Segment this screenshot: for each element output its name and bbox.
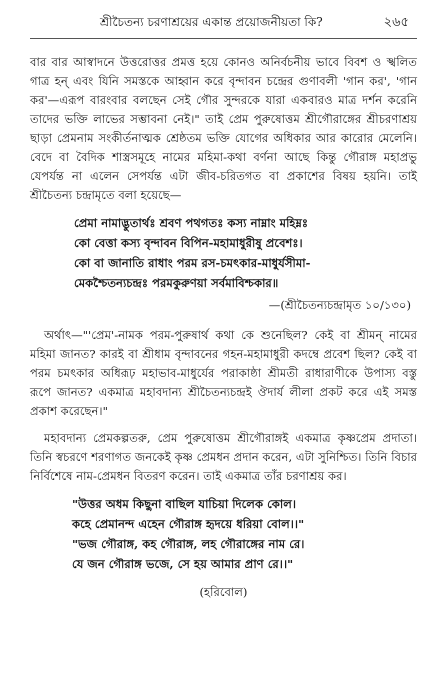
running-header <box>30 12 417 39</box>
song-line: যে জন গৌরাঙ্গ ভজে, সে হয় আমার প্রাণ রে।।" <box>72 557 294 571</box>
page-number: ২৬৫ <box>383 15 409 30</box>
closing-paragraph: মহাবদান্য প্রেমকল্পতরু, প্রেম পুরুষোত্তম শ্রীগৌরাঙ্গই একমাত্র কৃষ্ণপ্রেম প্রদাতা। তিনি স্বচরণে শরণাগত জনকেই কৃষ্ণ প্রেমধন প্রদান করেন, এটা সুনিশ্চিত। তিনি বিচার নির্বিশেষে নাম-প্রেমধন বিতরণ করেন। তাই একমাত্র তাঁর চরণাশ্রয় কর। <box>30 431 417 483</box>
haribol-closing: (হরিবোল) <box>199 585 248 599</box>
sanskrit-verse <box>74 213 417 293</box>
kirtan-song <box>72 494 417 574</box>
verse-line: কো বা জানাতি রাধাং পরম রস-চমৎকার-মাধুর্যসীমা- <box>74 256 311 270</box>
verse-line: কো বেত্তা কস্য বৃন্দাবন বিপিন-মহামাধুরীষু প্রবেশঃ। <box>74 236 303 250</box>
header-title: শ্রীচৈতন্য চরণাশ্রয়ের একান্ত প্রয়োজনীয়তা কি? <box>100 15 323 29</box>
verse-citation: —(শ্রীচৈতন্যচন্দ্রামৃত ১০/১৩০) <box>268 298 411 312</box>
song-line: কহে প্রেমানন্দ এহেন গৌরাঙ্গ হৃদয়ে ধরিয়া বোল।।" <box>72 517 305 531</box>
opening-paragraph: বার বার আস্বাদনে উত্তরোত্তর প্রমত্ত হয়ে কোনও অনির্বচনীয় ভাবে বিবশ ও স্খলিত গাত্র হন্ এবং যিনি সমস্তকে আহ্বান করে বৃন্দাবন চন্দ্রের গুণাবলী 'গান কর', 'গান কর'—এরূপ বারংবার বলছেন সেই গৌর সুন্দরকে যারা একবারও মাত্র দর্শন করেনি তাদের ভক্তি লাভের সম্ভাবনা নেই।" তাই প্রেম পুরুষোত্তম শ্রীগৌরাঙ্গের শ্রীচরণাশ্রয় ছাড়া প্রেমনাম সংকীর্তনাত্মক শ্রেষ্ঠতম ভক্তি যোগের অধিকার আর কারোর মেলেনি। বেদে বা বৈদিক শাস্ত্রসমূহে নামের মহিমা-কথা বর্ণনা আছে কিন্তু গৌরাঙ্গ মহাপ্রভু যেপর্যন্ত না এলেন সেপর্যন্ত এটা জীব-চরিতগত বা প্রকাশের বিষয় হয়নি। তাই শ্রীচৈতন্য চন্দ্রামৃতে বলা হয়েছে— <box>30 55 417 202</box>
song-line: "উত্তর অধম কিছুনা বাছিল যাচিয়া দিলেক কোল। <box>72 497 297 511</box>
verse-line: মেকশ্চৈতন্যচন্দ্রঃ পরমকুরুণয়া সর্বমাবিশ্চকার॥ <box>74 276 279 290</box>
translation-paragraph: অর্থাৎ—"'প্রেম'-নামক পরম-পুরুষার্থ কথা কে শুনেছিল? কেই বা শ্রীমন্ নামের মহিমা জানত? কারই বা শ্রীধাম বৃন্দাবনের গহন-মহামাধুরী কদম্বে প্রবেশ ছিল? কেই বা পরম চমৎকার অধিরূঢ় মহাভাব-মাধুর্যের পরাকাষ্ঠা শ্রীমতী রাধারাণীকে উপাস্য বস্তু রূপে জানত? একমাত্র মহাবদান্য শ্রীচৈতন্যচন্দ্রই ঔদার্য লীলা প্রকট করে এই সমস্ত প্রকাশ করেছেন।" <box>30 328 417 418</box>
verse-line: প্রেমা নামাদ্ভুতার্থঃ শ্রবণ পথগতঃ কস্য নাম্নাং মহিম্নঃ <box>74 216 309 230</box>
song-line: "ভজ গৌরাঙ্গ, কহ গৌরাঙ্গ, লহ গৌরাঙ্গের নাম রে। <box>72 537 305 551</box>
